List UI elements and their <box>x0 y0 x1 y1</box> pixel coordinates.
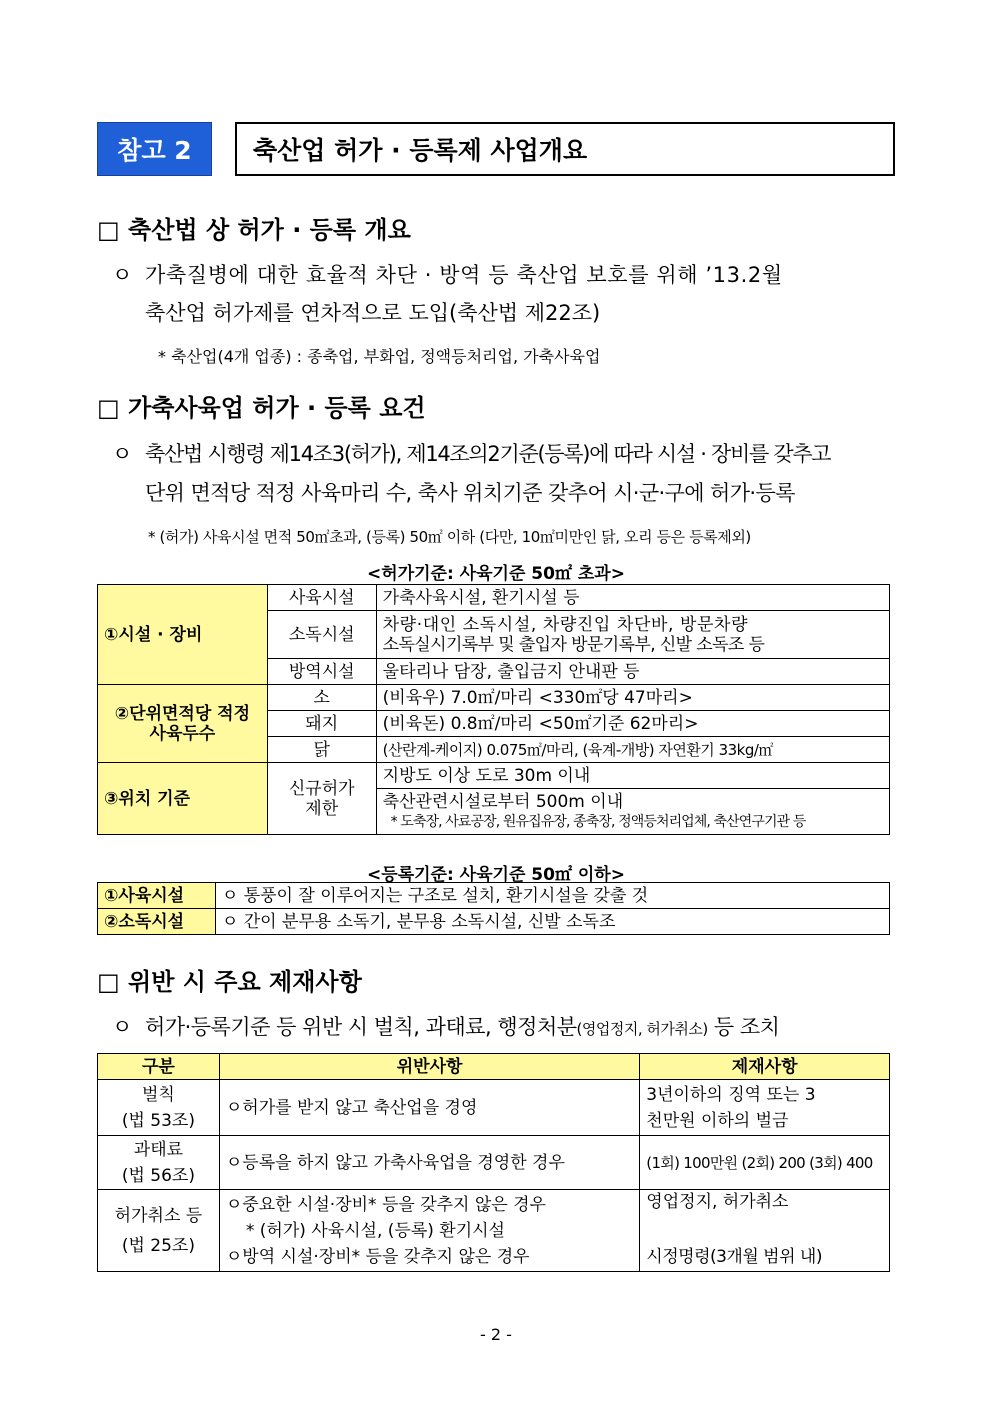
section-3-line-small: (영업정지, 허가취소) <box>576 1020 708 1038</box>
cell-value <box>376 611 889 659</box>
location-label: ③위치 기준 <box>98 763 268 835</box>
cell-sub: 방역시설 <box>267 659 376 685</box>
sanction-cell <box>640 1080 890 1136</box>
sanction-line: 시정명령(3개월 범위 내) <box>646 1247 822 1267</box>
permit-criteria-table <box>97 584 890 835</box>
category-cell <box>98 1080 220 1136</box>
violation-cell: ㅇ등록을 하지 않고 가축사육업을 경영한 경우 <box>219 1136 639 1190</box>
category-line: 허가취소 등 <box>114 1205 203 1226</box>
section-1-line-1: 가축질병에 대한 효율적 차단 · 방역 등 축산업 보호를 위해 ’13.2월 <box>145 263 783 287</box>
header-cell: 제재사항 <box>640 1054 890 1080</box>
sanction-cell <box>640 1190 890 1272</box>
cell-sub: 소 <box>267 685 376 711</box>
cell-line: 소독실시기록부 및 출입자 방문기록부, 신발 소독조 등 <box>382 634 765 655</box>
section-3-heading: □ 위반 시 주요 제재사항 <box>97 968 362 996</box>
category-line: (법 53조) <box>121 1110 195 1131</box>
cell-sub-line: 제한 <box>305 798 339 819</box>
section-1-note: * 축산업(4개 업종) : 종축업, 부화업, 정액등처리업, 가축사육업 <box>158 347 601 366</box>
facility-label: ①시설 · 장비 <box>98 585 268 685</box>
section-1-line-2: 축산업 허가제를 연차적으로 도입(축산법 제22조) <box>145 301 601 325</box>
cell-line: 차량·대인 소독시설, 차량진입 차단바, 방문차량 <box>382 614 749 635</box>
violation-cell <box>219 1190 639 1272</box>
section-2-bullet: ㅇ <box>112 442 133 466</box>
category-cell <box>98 1136 220 1190</box>
violation-line: ㅇ방역 시설·장비* 등을 갖추지 않은 경우 <box>225 1246 530 1267</box>
category-cell <box>98 1190 220 1272</box>
category-line: 과태료 <box>133 1139 184 1160</box>
register-criteria-table <box>97 882 890 935</box>
cell-value: (비육돈) 0.8㎡/마리 <50㎡기준 62마리> <box>376 711 889 737</box>
sanction-line: 3년이하의 징역 또는 3 <box>646 1084 816 1105</box>
register-row-label: ②소독시설 <box>98 909 216 935</box>
register-row-value: ㅇ 통풍이 잘 이루어지는 구조로 설치, 환기시설을 갖출 것 <box>215 883 889 909</box>
violation-cell: ㅇ허가를 받지 않고 축산업을 경영 <box>219 1080 639 1136</box>
category-line: 벌칙 <box>142 1084 175 1105</box>
cell-value: 지방도 이상 도로 30m 이내 <box>376 763 889 789</box>
section-3-line <box>145 1010 779 1046</box>
density-label <box>98 685 268 763</box>
register-criteria-caption: <등록기준: 사육기준 50㎡ 이하> <box>367 865 625 885</box>
section-3-bullet: ㅇ <box>112 1015 133 1039</box>
sanction-line: 영업정지, 허가취소 <box>646 1192 789 1212</box>
cell-value <box>376 789 889 835</box>
category-line: (법 56조) <box>121 1165 195 1186</box>
section-2-note: * (허가) 사육시설 면적 50㎡초과, (등록) 50㎡ 이하 (다만, 10㎡미만인 닭, 오리 등은 등록제외) <box>148 528 751 546</box>
sanction-line: 천만원 이하의 벌금 <box>646 1110 789 1131</box>
cell-sub <box>267 763 376 835</box>
reference-label: 참고 2 <box>97 122 212 176</box>
sanctions-table <box>97 1053 890 1272</box>
header-cell: 위반사항 <box>219 1054 639 1080</box>
density-label-line: ②단위면적당 적정 <box>114 703 251 724</box>
header-cell: 구분 <box>98 1054 220 1080</box>
cell-value: 가축사육시설, 환기시설 등 <box>376 585 889 611</box>
violation-line: ㅇ중요한 시설·장비* 등을 갖추지 않은 경우 <box>225 1194 546 1215</box>
cell-sub-line: 신규허가 <box>288 778 355 799</box>
document-title <box>235 122 895 176</box>
cell-sub: 닭 <box>267 737 376 763</box>
register-row-label: ①사육시설 <box>98 883 216 909</box>
cell-sub: 돼지 <box>267 711 376 737</box>
density-label-line: 사육두수 <box>149 723 216 744</box>
page-number: - 2 - <box>480 1325 512 1344</box>
violation-note: * (허가) 사육시설, (등록) 환기시설 <box>245 1220 505 1241</box>
cell-note: * 도축장, 사료공장, 원유집유장, 종축장, 정액등처리업체, 축산연구기관 등 <box>390 813 806 830</box>
cell-sub: 사육시설 <box>267 585 376 611</box>
section-3-line-main: 허가·등록기준 등 위반 시 벌칙, 과태료, 행정처분 <box>145 1015 577 1039</box>
section-2-line-2: 단위 면적당 적정 사육마리 수, 축사 위치기준 갖추어 시·군·구에 허가·등록 <box>145 481 795 505</box>
register-row-value: ㅇ 간이 분무용 소독기, 분무용 소독시설, 신발 소독조 <box>215 909 889 935</box>
sanction-cell: (1회) 100만원 (2회) 200 (3회) 400 <box>640 1136 890 1190</box>
section-3-line-end: 등 조치 <box>707 1015 780 1039</box>
section-2-line-1: 축산법 시행령 제14조3(허가), 제14조의2기준(등록)에 따라 시설 · 장비를 갖추고 <box>145 442 831 466</box>
cell-value: 울타리나 담장, 출입금지 안내판 등 <box>376 659 889 685</box>
cell-sub: 소독시설 <box>267 611 376 659</box>
category-line: (법 25조) <box>121 1235 195 1256</box>
permit-criteria-caption: <허가기준: 사육기준 50㎡ 초과> <box>367 564 625 584</box>
cell-value: (산란계-케이지) 0.075㎡/마리, (육계-개방) 자연환기 33kg/㎡ <box>376 737 889 763</box>
document-title-text: 축산업 허가 · 등록제 사업개요 <box>253 136 588 165</box>
section-2-heading: □ 가축사육업 허가 · 등록 요건 <box>97 394 426 422</box>
section-1-bullet: ㅇ <box>112 263 133 287</box>
cell-value: (비육우) 7.0㎡/마리 <330㎡당 47마리> <box>376 685 889 711</box>
section-1-heading: □ 축산법 상 허가 · 등록 개요 <box>97 216 411 244</box>
cell-line: 축산관련시설로부터 500m 이내 <box>382 791 624 812</box>
